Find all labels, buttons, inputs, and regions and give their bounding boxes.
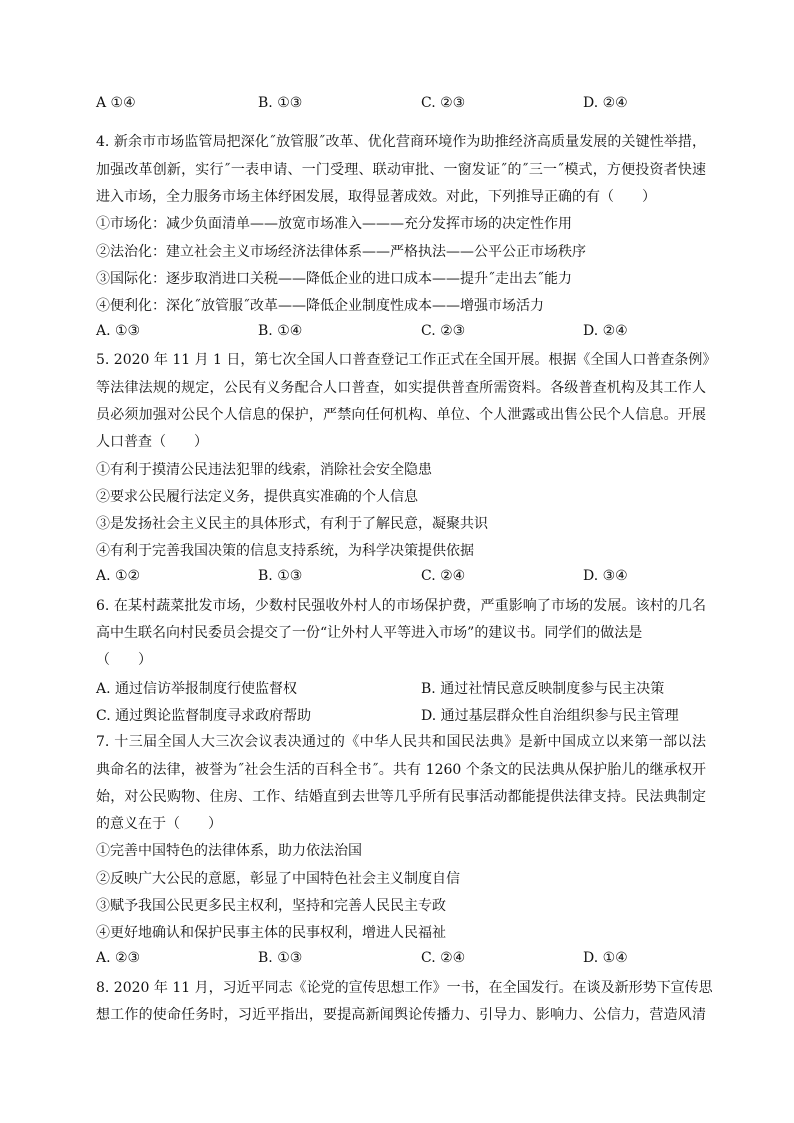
q4-stem-line: 进入市场，全力服务市场主体纾困发展，取得显著成效。对此，下列推导正确的有（ ） bbox=[96, 189, 656, 205]
q6-stem-line: 6. 在某村蔬菜批发市场，少数村民强收外村人的市场保护费，严重影响了市场的发展。该村的几名 bbox=[96, 598, 706, 614]
q7-stem-line: 始，对公民购物、住房、工作、结婚直到去世等几乎所有民事活动都能提供法律支持。民法典制定 bbox=[96, 789, 706, 805]
q7-stem-line: 的意义在于（ ） bbox=[96, 816, 222, 832]
q5-stem-line: 等法律法规的规定，公民有义务配合人口普查，如实提供普查所需资料。各级普查机构及其工作人 bbox=[96, 380, 706, 396]
option-b: B. 通过社情民意反映制度参与民主决策 bbox=[421, 681, 665, 697]
q7-stem-line: 典命名的法律，被誉为˝社会生活的百科全书˝。共有 1260 个条文的民法典从保护胎儿的继承权开 bbox=[96, 762, 706, 778]
option-b: B. ①④ bbox=[258, 323, 303, 339]
q5-statement: ②要求公民履行法定义务，提供真实准确的个人信息 bbox=[96, 489, 418, 505]
q7-options-row bbox=[96, 950, 706, 970]
option-a: A. ①② bbox=[96, 568, 141, 584]
q5-options-row bbox=[96, 568, 706, 588]
q4-statement: ②法治化：建立社会主义市场经济法律体系——严格执法——公平公正市场秩序 bbox=[96, 244, 586, 260]
q8-stem-line: 8. 2020 年 11 月，习近平同志《论党的宣传思想工作》一书，在全国发行。在谈及新形势下宣传思 bbox=[96, 980, 713, 996]
q4-statement: ④便利化：深化˝放管服˝改革——降低企业制度性成本——增强市场活力 bbox=[96, 298, 544, 314]
q4-options-row bbox=[96, 323, 706, 343]
q6-stem-line: （ ） bbox=[96, 652, 152, 668]
option-b: B. ①③ bbox=[258, 95, 303, 111]
q7-stem-line: 7. 十三届全国人大三次会议表决通过的《中华人民共和国民法典》是新中国成立以来第一部以法 bbox=[96, 734, 706, 750]
option-d: D. ②④ bbox=[583, 323, 628, 339]
option-a: A. ②③ bbox=[96, 950, 141, 966]
option-b: B. ①③ bbox=[258, 950, 303, 966]
option-b: B. ①③ bbox=[258, 568, 303, 584]
option-d: D. 通过基层群众性自治组织参与民主管理 bbox=[421, 708, 679, 724]
q5-stem-line: 人口普查（ ） bbox=[96, 434, 208, 450]
q5-statement: ③是发扬社会主义民主的具体形式，有利于了解民意，凝聚共识 bbox=[96, 516, 488, 532]
q7-statement: ③赋予我国公民更多民主权利，坚持和完善人民民主专政 bbox=[96, 898, 446, 914]
q4-stem-line: 4. 新余市市场监管局把深化˝放管服˝改革、优化营商环境作为助推经济高质量发展的关键性举措， bbox=[96, 134, 706, 150]
q4-stem-line: 加强改革创新，实行˝一表申请、一门受理、联动审批、一窗发证˝的˝三一˝模式，方便投资者快速 bbox=[96, 162, 706, 178]
top-options-row bbox=[96, 95, 706, 115]
option-c: C. ②④ bbox=[421, 568, 466, 584]
q7-statement: ①完善中国特色的法律体系，助力依法治国 bbox=[96, 843, 362, 859]
q6-stem-line: 高中生联名向村民委员会提交了一份“让外村人平等进入市场”的建议书。同学们的做法是 bbox=[96, 625, 643, 641]
option-c: C. ②④ bbox=[421, 950, 466, 966]
q5-statement: ④有利于完善我国决策的信息支持系统，为科学决策提供依据 bbox=[96, 543, 474, 559]
q7-statement: ④更好地确认和保护民事主体的民事权利，增进人民福祉 bbox=[96, 925, 446, 941]
option-d: D. ③④ bbox=[583, 568, 628, 584]
option-d: D. ①④ bbox=[583, 950, 628, 966]
option-a: A. 通过信访举报制度行使监督权 bbox=[96, 681, 298, 697]
q8-stem-line: 想工作的使命任务时，习近平指出，要提高新闻舆论传播力、引导力、影响力、公信力，营造风清 bbox=[96, 1007, 706, 1023]
q4-statement: ①市场化：减少负面清单——放宽市场准入———充分发挥市场的决定性作用 bbox=[96, 216, 572, 232]
option-c: C. ②③ bbox=[421, 95, 466, 111]
q6-options-row bbox=[96, 705, 706, 725]
q6-options-row bbox=[96, 678, 706, 698]
q5-statement: ①有利于摸清公民违法犯罪的线索，消除社会安全隐患 bbox=[96, 462, 432, 478]
q7-statement: ②反映广大公民的意愿，彰显了中国特色社会主义制度自信 bbox=[96, 871, 460, 887]
option-d: D. ②④ bbox=[583, 95, 628, 111]
option-c: C. 通过舆论监督制度寻求政府帮助 bbox=[96, 708, 312, 724]
option-a: A. ①③ bbox=[96, 323, 141, 339]
q4-statement: ③国际化：逐步取消进口关税——降低企业的进口成本——提升˝走出去˝能力 bbox=[96, 271, 572, 287]
option-c: C. ②③ bbox=[421, 323, 466, 339]
q5-stem-line: 5. 2020 年 11 月 1 日，第七次全国人口普查登记工作正式在全国开展。根据《全国人口普查条例》 bbox=[96, 352, 717, 368]
option-a: A ①④ bbox=[96, 95, 136, 111]
q5-stem-line: 员必须加强对公民个人信息的保护，严禁向任何机构、单位、个人泄露或出售公民个人信息。开展 bbox=[96, 407, 706, 423]
